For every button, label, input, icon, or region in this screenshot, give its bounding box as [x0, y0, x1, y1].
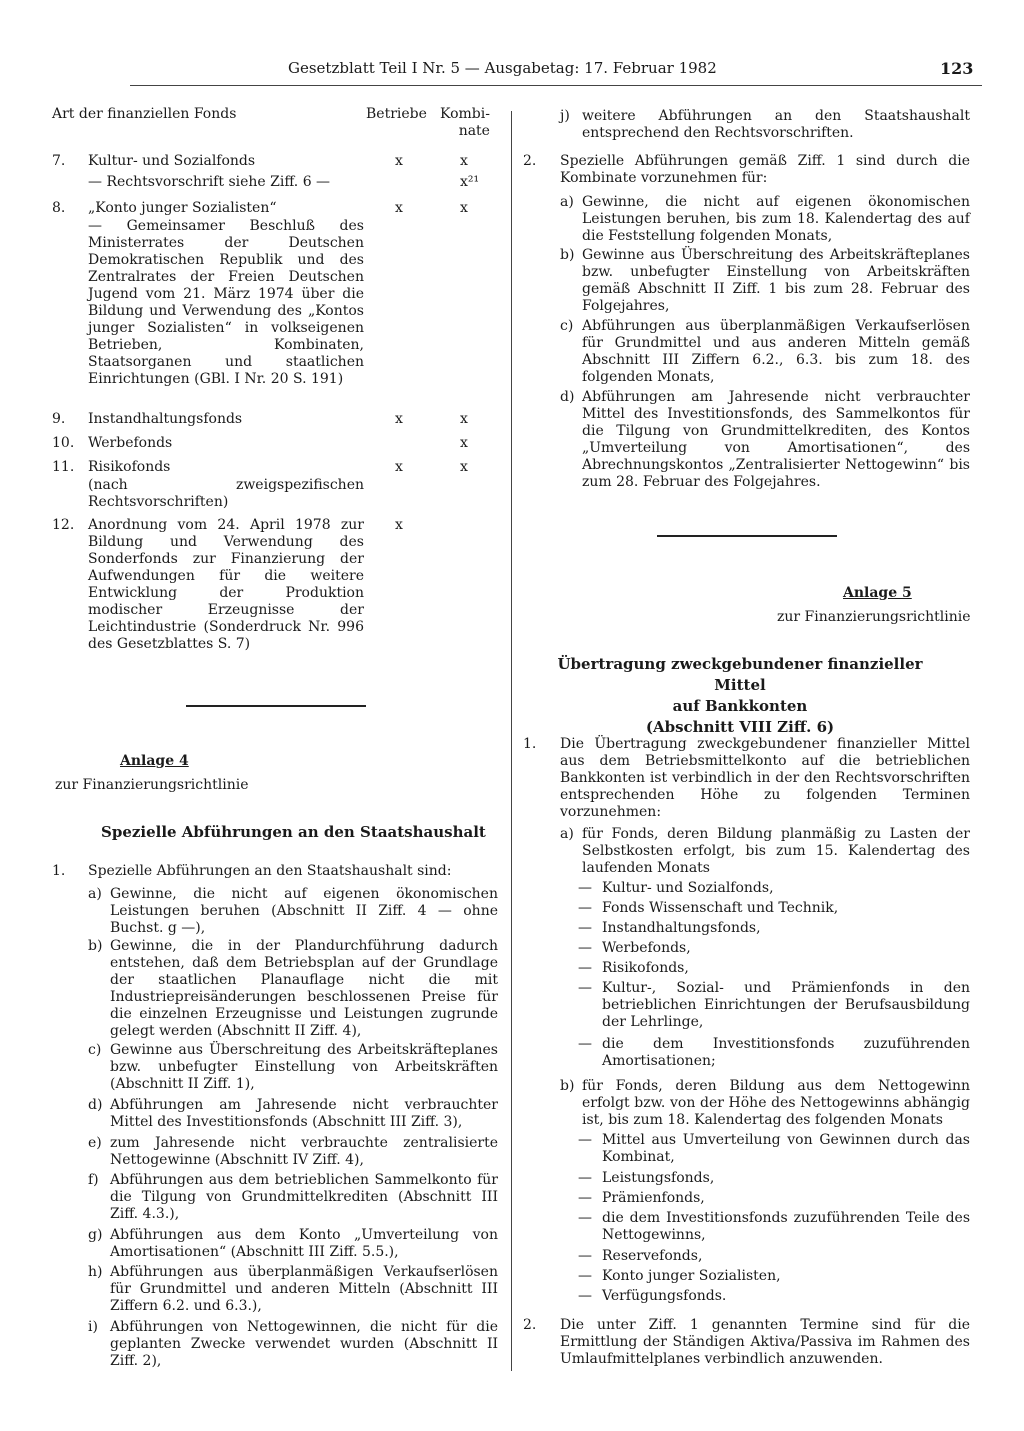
item-text: Gewinne, die nicht auf eigenen ökonomischen Leistungen beruhen (Abschnitt II Ziff. 4 — ohne Buchst. g —), — [110, 886, 498, 936]
heading-line: (Abschnitt VIII Ziff. 6) — [645, 718, 835, 736]
list-item — [578, 940, 970, 960]
betriebe-mark: x — [395, 200, 403, 216]
kombinate-mark: x²¹ — [460, 174, 480, 190]
item-text: Prämienfonds, — [602, 1190, 705, 1206]
list-item — [578, 960, 970, 980]
table-header-fund: Art der finanziellen Fonds — [52, 106, 237, 122]
item-number: 2. — [523, 153, 537, 169]
list-item — [560, 247, 970, 318]
item-text: Abführungen aus dem Konto „Umverteilung von Amortisationen“ (Abschnitt III Ziff. 5.5.), — [110, 1227, 498, 1260]
sub-list — [560, 194, 970, 490]
dash-marker: — — [578, 1268, 592, 1284]
list-item — [578, 1210, 970, 1248]
item-text: Abführungen am Jahresende nicht verbrauchter Mittel des Investitionsfonds, des Sammelkontos für die Tilgung von Grundmittelkrediten, des Kontos „Umverteilung von Amortisationen“, des Abrechnungskontos „Zentralisierter Nettogewinn“ bis zum 28. Februar des Folgejahres. — [582, 389, 970, 490]
list-item — [578, 1132, 970, 1170]
dash-marker: — — [578, 1248, 592, 1264]
heading-line: auf Bankkonten — [672, 697, 808, 715]
item-letter: d) — [560, 389, 575, 405]
dash-marker: — — [578, 1036, 592, 1052]
list-item — [578, 980, 970, 1036]
item-letter: g) — [88, 1227, 103, 1243]
dash-marker: — — [578, 900, 592, 916]
item-letter: c) — [560, 318, 574, 334]
item-text: Kultur-, Sozial- und Prämienfonds in den betrieblichen Einrichtungen der Berufsausbildung der Lehrlinge, — [602, 980, 970, 1030]
list-item — [578, 1288, 970, 1308]
row-text: Risikofonds — [88, 459, 171, 475]
item-letter: b) — [88, 938, 103, 954]
kombinate-mark: x — [460, 459, 468, 475]
row-text: Werbefonds — [88, 435, 173, 451]
betriebe-mark: x — [395, 411, 403, 427]
anlage5-label: Anlage 5 — [843, 585, 912, 601]
dash-marker: — — [578, 1170, 592, 1186]
kombinate-mark: x — [460, 153, 468, 169]
item-text: Gewinne, die in der Plandurchführung dadurch entstehen, daß dem Betriebsplan auf der Grundlage der staatlichen Planauflage nicht die mit Industriepreisänderungen beschlossenen Preise für die einzelnen Erzeugnisse und Leistungen zugrunde gelegt werden (Abschnitt II Ziff. 4), — [110, 938, 498, 1039]
list-item — [578, 1170, 970, 1190]
row-number: 11. — [52, 459, 75, 475]
betriebe-mark: x — [395, 459, 403, 475]
list-item — [560, 318, 970, 389]
dash-marker: — — [578, 940, 592, 956]
row-number: 7. — [52, 153, 66, 169]
dash-marker: — — [578, 1288, 592, 1304]
list-item — [88, 1172, 498, 1227]
item-letter: e) — [88, 1135, 102, 1151]
anlage5-subtitle: zur Finanzierungsrichtlinie — [777, 609, 971, 625]
list-item — [88, 1042, 498, 1097]
list-item — [88, 886, 498, 938]
item-text: weitere Abführungen an den Staatshaushalt entsprechend den Rechtsvorschriften. — [582, 108, 970, 141]
row-text: — Gemeinsamer Beschluß des Ministerrates der Deutschen Demokratischen Republik und des Zentralrates der Freien Deutschen Jugend vom 21. März 1974 über die Bildung und Verwendung des „Kontos junger Sozialisten“ in volkseigenen Betrieben, Kombinaten, Staatsorganen und staatlichen Einrichtungen (GBl. I Nr. 20 S. 191) — [88, 218, 364, 387]
item-text: Werbefonds, — [602, 940, 691, 956]
list-item — [560, 389, 970, 490]
list-item — [88, 938, 498, 1042]
item-letter: c) — [88, 1042, 102, 1058]
section-rule — [657, 535, 837, 537]
heading-line: Übertragung zweckgebundener finanzieller Mittel — [557, 655, 923, 694]
table-header-kombinate: Kombi- nate — [440, 106, 490, 139]
dash-list-b — [578, 1132, 970, 1308]
item-text: Abführungen aus dem betrieblichen Sammelkonto für die Tilgung von Grundmittelkrediten (Abschnitt III Ziff. 4.3.), — [110, 1172, 498, 1222]
item-text: die dem Investitionsfonds zuzuführenden Amortisationen; — [602, 1036, 970, 1069]
item-text: die dem Investitionsfonds zuzuführenden Teile des Nettogewinns, — [602, 1210, 970, 1243]
list-item — [88, 1227, 498, 1264]
item-text: zum Jahresende nicht verbrauchte zentralisierte Nettogewinne (Abschnitt IV Ziff. 4), — [110, 1135, 498, 1168]
item-text: Abführungen am Jahresende nicht verbrauchter Mittel des Investitionsfonds (Abschnitt III Ziff. 3), — [110, 1097, 498, 1130]
dash-marker: — — [578, 1210, 592, 1226]
item-text: Instandhaltungsfonds, — [602, 920, 761, 936]
list-item — [578, 1248, 970, 1268]
row-number: 10. — [52, 435, 75, 451]
item-text: Gewinne aus Überschreitung des Arbeitskräfteplanes bzw. unbefugter Einstellung von Arbeitskräften gemäß Abschnitt II Ziff. 1 bis zum 28. Februar des Folgejahres, — [582, 247, 970, 314]
item-letter: a) — [560, 194, 574, 210]
item-letter: f) — [88, 1172, 99, 1188]
anlage4-item1-intro: Spezielle Abführungen an den Staatshaushalt sind: — [88, 863, 452, 879]
item-letter: b) — [560, 1078, 575, 1094]
row-text: (nach zweigspezifischen Rechtsvorschriften) — [88, 477, 364, 510]
list-item — [578, 1268, 970, 1288]
item-number: 2. — [523, 1317, 537, 1333]
anlage5-item1-text: Die Übertragung zweckgebundener finanzieller Mittel aus dem Betriebsmittelkonto auf die betrieblichen Bankkonten ist verbindlich in der den Rechtsvorschriften entsprechenden Höhe zu folgenden Terminen vorzunehmen: — [560, 736, 970, 820]
dash-marker: — — [578, 980, 592, 996]
section-rule — [186, 705, 366, 707]
anlage4-label: Anlage 4 — [120, 753, 189, 769]
list-item — [88, 1135, 498, 1172]
anlage4-subtitle: zur Finanzierungsrichtlinie — [55, 777, 249, 793]
item-number: 1. — [523, 736, 537, 752]
item-text: Abführungen aus überplanmäßigen Verkaufserlösen für Grundmittel und anderen Mitteln (Abschnitt III Ziffern 6.2. und 6.3.), — [110, 1264, 498, 1314]
sub-list — [88, 886, 498, 1374]
list-item — [560, 194, 970, 247]
row-text: Anordnung vom 24. April 1978 zur Bildung und Verwendung des Sonderfonds zur Finanzierung der Aufwendungen für die weitere Entwicklung der Produktion modischer Erzeugnisse der Leichtindustrie (Sonderdruck Nr. 996 des Gesetzblattes S. 7) — [88, 517, 364, 652]
item-letter: h) — [88, 1264, 103, 1280]
item-letter: d) — [88, 1097, 103, 1113]
dash-list-a — [578, 880, 970, 1074]
anlage4-item2-intro: Spezielle Abführungen gemäß Ziff. 1 sind durch die Kombinate vorzunehmen für: — [560, 153, 970, 186]
row-text: „Konto junger Sozialisten“ — [88, 200, 277, 216]
item-text: Mittel aus Umverteilung von Gewinnen durch das Kombinat, — [602, 1132, 970, 1165]
item-letter: a) — [560, 826, 574, 842]
row-number: 12. — [52, 517, 75, 533]
kombinate-mark: x — [460, 435, 468, 451]
row-text: Instandhaltungsfonds — [88, 411, 243, 427]
row-text: Kultur- und Sozialfonds — [88, 153, 256, 169]
item-text: Risikofonds, — [602, 960, 689, 976]
anlage5-sub-a-text: für Fonds, deren Bildung planmäßig zu Lasten der Selbstkosten erfolgt, bis zum 15. Kalendertag des laufenden Monats — [582, 826, 970, 876]
dash-marker: — — [578, 1132, 592, 1148]
item-number: 1. — [52, 863, 66, 879]
item-text: Verfügungsfonds. — [602, 1288, 727, 1304]
item-letter: a) — [88, 886, 102, 902]
list-item — [578, 1190, 970, 1210]
betriebe-mark: x — [395, 153, 403, 169]
item-text: Abführungen von Nettogewinnen, die nicht für die geplanten Zwecke verwendet wurden (Abschnitt II Ziff. 2), — [110, 1319, 498, 1369]
running-title: Gesetzblatt Teil I Nr. 5 — Ausgabetag: 17. Februar 1982 — [288, 59, 717, 77]
dash-marker: — — [578, 880, 592, 896]
header-rule — [130, 85, 982, 86]
item-text: Gewinne aus Überschreitung des Arbeitskräfteplanes bzw. unbefugter Einstellung von Arbeitskräften (Abschnitt II Ziff. 1), — [110, 1042, 498, 1092]
row-number: 9. — [52, 411, 66, 427]
item-text: Reservefonds, — [602, 1248, 703, 1264]
list-item — [578, 880, 970, 900]
dash-marker: — — [578, 1190, 592, 1206]
kombinate-mark: x — [460, 411, 468, 427]
table-header-betriebe: Betriebe — [366, 106, 427, 122]
list-item — [88, 1264, 498, 1319]
row-number: 8. — [52, 200, 66, 216]
dash-marker: — — [578, 960, 592, 976]
list-item — [578, 920, 970, 940]
dash-marker: — — [578, 920, 592, 936]
anlage4-heading: Spezielle Abführungen an den Staatshaushalt — [101, 823, 486, 841]
item-text: Leistungsfonds, — [602, 1170, 715, 1186]
anlage5-heading — [540, 654, 940, 738]
anlage5-item2-text: Die unter Ziff. 1 genannten Termine sind für die Ermittlung der Ständigen Aktiva/Passiva im Rahmen des Umlaufmittelplanes verbindlich anzuwenden. — [560, 1317, 970, 1367]
item-text: Abführungen aus überplanmäßigen Verkaufserlösen für Grundmittel und aus anderen Mitteln gemäß Abschnitt III Ziffern 6.2., 6.3. bis zum 18. des folgenden Monats, — [582, 318, 970, 385]
list-item — [88, 1319, 498, 1374]
list-item — [578, 1036, 970, 1074]
item-letter: b) — [560, 247, 575, 263]
row-text: — Rechtsvorschrift siehe Ziff. 6 — — [88, 174, 331, 190]
betriebe-mark: x — [395, 517, 403, 533]
list-item — [578, 900, 970, 920]
item-text: Kultur- und Sozialfonds, — [602, 880, 774, 896]
item-letter: i) — [88, 1319, 98, 1335]
kombinate-mark: x — [460, 200, 468, 216]
page-number: 123 — [940, 59, 974, 78]
item-letter: j) — [560, 108, 570, 124]
anlage5-sub-b-text: für Fonds, deren Bildung aus dem Nettogewinn erfolgt bzw. von der Höhe des Nettogewinns abhängig ist, bis zum 18. Kalendertag des folgenden Monats — [582, 1078, 970, 1128]
item-text: Fonds Wissenschaft und Technik, — [602, 900, 839, 916]
item-text: Konto junger Sozialisten, — [602, 1268, 781, 1284]
list-item — [88, 1097, 498, 1135]
column-divider — [511, 111, 512, 1371]
item-text: Gewinne, die nicht auf eigenen ökonomischen Leistungen beruhen, bis zum 18. Kalendertag des auf die Feststellung folgenden Monats, — [582, 194, 970, 244]
